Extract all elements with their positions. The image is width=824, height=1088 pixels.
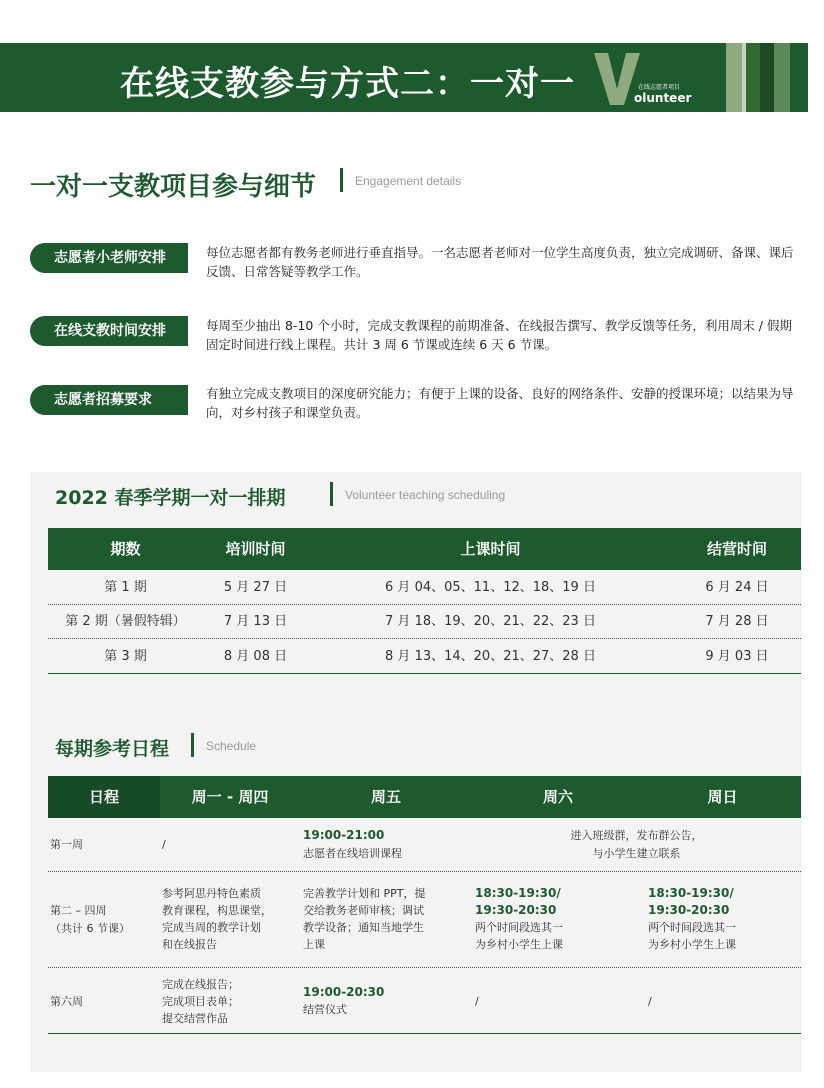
- fri-line1: 完善教学计划和 PPT，提: [303, 887, 426, 900]
- class-time-cell: 8 月 13、14、20、21、27、28 日: [385, 649, 596, 664]
- period-cell: 第 1 期: [104, 580, 147, 595]
- details-subtitle: Engagement details: [355, 174, 462, 188]
- schedule-subtitle: Volunteer teaching scheduling: [345, 488, 506, 502]
- details-title-divider: [340, 168, 343, 192]
- header-training: 培训时间: [225, 540, 286, 558]
- schedule-title: 2022 春季学期一对一排期: [55, 487, 286, 509]
- training-cell: 7 月 13 日: [223, 614, 288, 629]
- header-banner: [0, 43, 808, 112]
- sun-time2: 19:30-20:30: [648, 903, 730, 917]
- training-cell: 8 月 08 日: [223, 649, 288, 664]
- sun-text2: 为乡村小学生上课: [648, 938, 736, 951]
- header-schedule: 日程: [88, 788, 119, 806]
- logo-wordmark: olunteer: [634, 91, 692, 105]
- week-name-line1: 第二 – 四周: [50, 904, 107, 917]
- closing-cell: 9 月 03 日: [705, 649, 769, 664]
- detail-label-time: 在线支教时间安排: [30, 316, 188, 346]
- mon-thu-line4: 和在线报告: [162, 938, 217, 951]
- reference-title: 每期参考日程: [55, 738, 170, 760]
- stripe-5: [774, 43, 790, 112]
- details-title: 一对一支教项目参与细节: [30, 172, 317, 202]
- sun-cell: /: [648, 995, 652, 1008]
- stripe-1: [726, 43, 742, 112]
- sat-text1: 两个时间段选其一: [475, 921, 563, 934]
- sat-time2: 19:30-20:30: [475, 903, 557, 917]
- table-row: [48, 872, 801, 968]
- reference-subtitle: Schedule: [206, 739, 257, 753]
- schedule-table-header: [48, 528, 801, 570]
- closing-cell: 7 月 28 日: [705, 614, 769, 629]
- volunteer-logo: [594, 51, 706, 107]
- header-sat: 周六: [542, 788, 573, 806]
- closing-cell: 6 月 24 日: [705, 580, 769, 595]
- sun-time1: 18:30-19:30/: [648, 886, 734, 900]
- sun-text1: 两个时间段选其一: [648, 921, 736, 934]
- weekend-line2: 与小学生建立联系: [592, 847, 681, 860]
- training-cell: 5 月 27 日: [223, 580, 288, 595]
- detail-text-requirements: 有独立完成支教项目的深度研究能力；有便于上课的设备、良好的网络条件、安静的授课环境；以结果为导向，对乡村孩子和课堂负责。: [206, 386, 794, 420]
- reference-table-header: [48, 776, 801, 818]
- mon-thu-line1: 完成在线报告；: [162, 978, 239, 991]
- mon-thu-line3: 提交结营作品: [162, 1012, 228, 1025]
- class-time-cell: 6 月 04、05、11、12、18、19 日: [385, 580, 596, 595]
- detail-label-teacher: 志愿者小老师安排: [30, 243, 188, 273]
- table-row: [48, 818, 801, 872]
- header-closing: 结营时间: [706, 540, 767, 558]
- fri-line3: 教学设备；通知当地学生: [303, 921, 424, 934]
- header-mon-thu: 周一 - 周四: [191, 788, 269, 806]
- period-cell: 第 3 期: [104, 649, 147, 664]
- table-row: [48, 605, 801, 639]
- mon-thu-line1: 参考阿思丹特色素质: [162, 887, 261, 900]
- fri-text: 志愿者在线培训课程: [303, 847, 402, 860]
- logo-caption: 在线志愿者项目: [638, 84, 681, 91]
- table-row: [48, 571, 801, 605]
- header-period: 期数: [110, 540, 141, 558]
- sat-text2: 为乡村小学生上课: [475, 938, 563, 951]
- reference-title-divider: [191, 733, 194, 757]
- stripe-4: [760, 43, 774, 112]
- mon-thu-line3: 完成当周的教学计划: [162, 921, 261, 934]
- detail-text-time: 每周至少抽出 8-10 个小时，完成支教课程的前期准备、在线报告撰写、教学反馈等任务，利用周末 / 假期固定时间进行线上课程。共计 3 周 6 节课或连续 6 天 6 节课。: [206, 318, 792, 352]
- schedule-title-divider: [330, 482, 333, 506]
- header-fri: 周五: [370, 788, 401, 806]
- table-row: [48, 640, 801, 674]
- detail-label-requirements: 志愿者招募要求: [30, 385, 188, 415]
- stripe-3: [746, 43, 760, 112]
- week-name-line2: （共计 6 节课）: [50, 922, 130, 935]
- fri-line2: 交给教务老师审核；调试: [303, 904, 424, 917]
- page-title: 在线支教参与方式二：一对一: [120, 64, 575, 104]
- detail-text-teacher: 每位志愿者都有教务老师进行垂直指导。一名志愿者老师对一位学生高度负责，独立完成调研、备课、课后反馈、日常答疑等教学工作。: [206, 245, 794, 279]
- week-name: 第一周: [50, 838, 83, 851]
- table-row: [48, 968, 801, 1034]
- sat-time1: 18:30-19:30/: [475, 886, 561, 900]
- header-class-time: 上课时间: [460, 540, 521, 558]
- mon-thu-line2: 教育课程，构思课堂，: [162, 904, 272, 917]
- week-name: 第六周: [50, 995, 83, 1008]
- header-sun: 周日: [707, 788, 738, 806]
- mon-thu-line2: 完成项目表单；: [162, 995, 239, 1008]
- fri-text: 结营仪式: [303, 1003, 347, 1016]
- fri-time: 19:00-21:00: [303, 828, 385, 842]
- class-time-cell: 7 月 18、19、20、21、22、23 日: [385, 614, 596, 629]
- fri-time: 19:00-20:30: [303, 985, 385, 999]
- fri-line4: 上课: [303, 938, 325, 951]
- weekend-line1: 进入班级群，发布群公告，: [570, 829, 703, 842]
- mon-thu-cell: /: [162, 838, 166, 851]
- period-cell: 第 2 期（暑假特辑）: [65, 614, 186, 629]
- sat-cell: /: [475, 995, 479, 1008]
